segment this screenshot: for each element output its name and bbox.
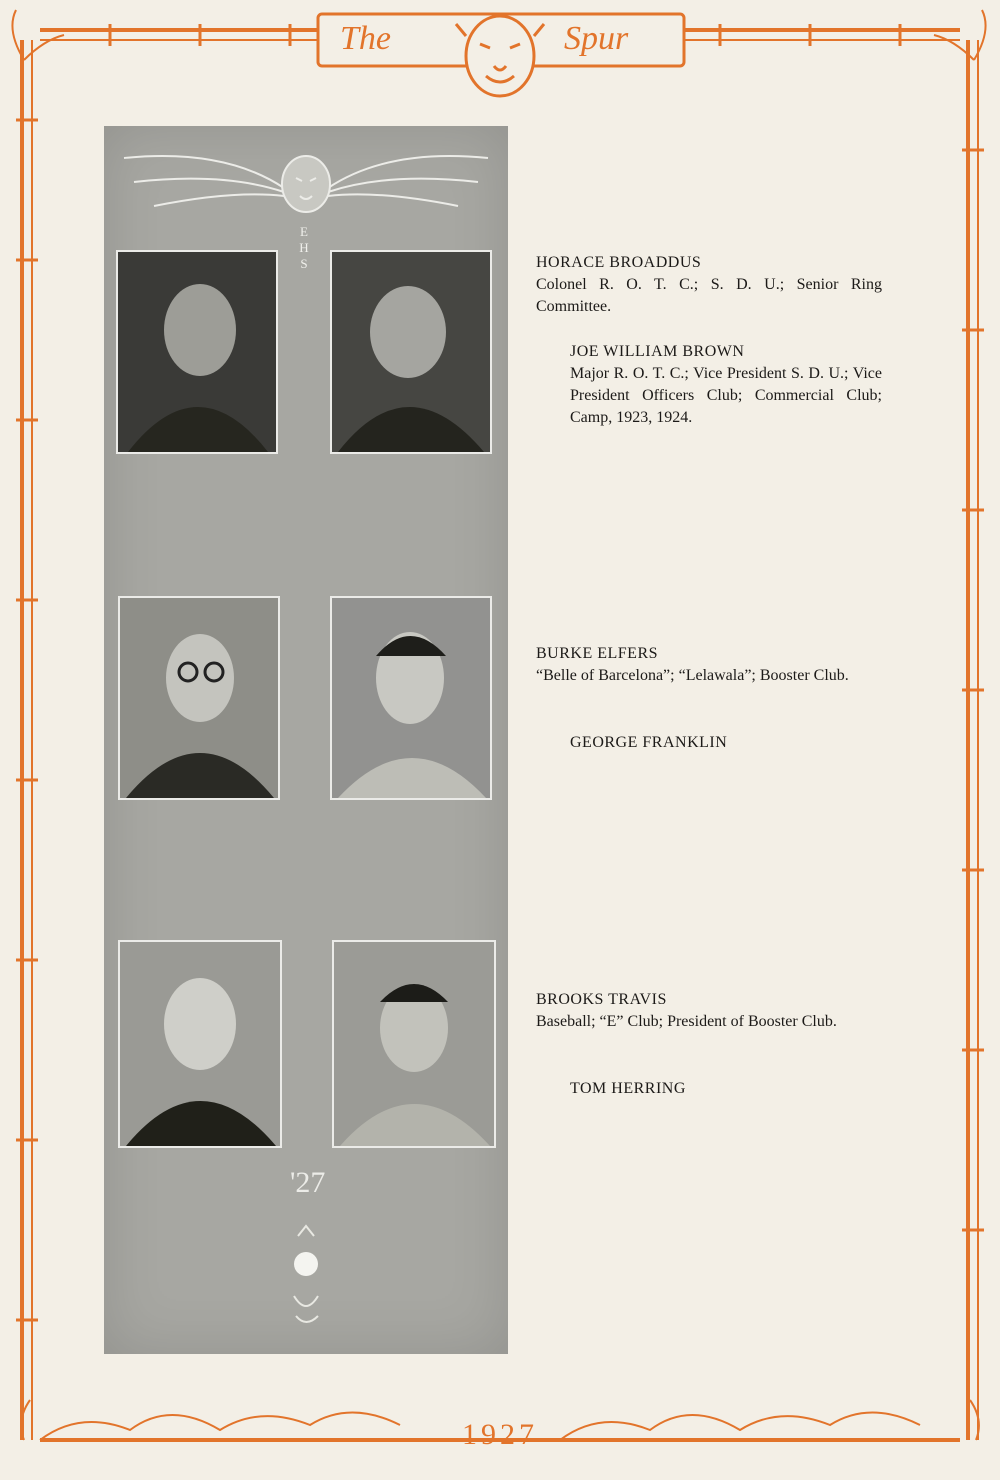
entry-description: Major R. O. T. C.; Vice President S. D. U.; Vice President Officers Club; Commercial Club; Camp, 1923, 1924. [570,365,882,426]
entry-horace-broaddus [536,252,882,318]
entry-name: BROOKS TRAVIS [536,991,667,1008]
portrait-tom-herring [332,940,496,1148]
tiger-ornament [278,1216,338,1336]
portrait-joe-william-brown [330,250,492,454]
entry-name: JOE WILLIAM BROWN [570,343,745,360]
portrait-horace-broaddus [116,250,278,454]
footer-year: 1927 [462,1418,538,1451]
entry-george-franklin [570,732,882,754]
portrait-george-franklin [330,596,492,800]
portrait-brooks-travis [118,940,282,1148]
crest-letters: EHS [299,224,309,271]
entry-description: Colonel R. O. T. C.; S. D. U.; Senior Ring Committee. [536,276,882,315]
photo-panel [104,126,508,1354]
entry-description: “Belle of Barcelona”; “Lelawala”; Booster Club. [536,667,849,684]
portrait-burke-elfers [118,596,280,800]
entry-name: TOM HERRING [570,1080,686,1097]
entry-burke-elfers [536,643,882,687]
title-the: The [340,20,391,57]
title-spur: Spur [564,20,629,57]
entry-name: BURKE ELFERS [536,645,659,662]
year-mark: '27 [290,1166,326,1199]
entry-description: Baseball; “E” Club; President of Booster Club. [536,1013,837,1030]
entry-joe-william-brown [570,341,882,429]
entry-name: HORACE BROADDUS [536,254,702,271]
header-title [318,14,684,66]
entry-brooks-travis [536,989,882,1033]
entry-name: GEORGE FRANKLIN [570,734,728,751]
entry-tom-herring [570,1078,882,1100]
